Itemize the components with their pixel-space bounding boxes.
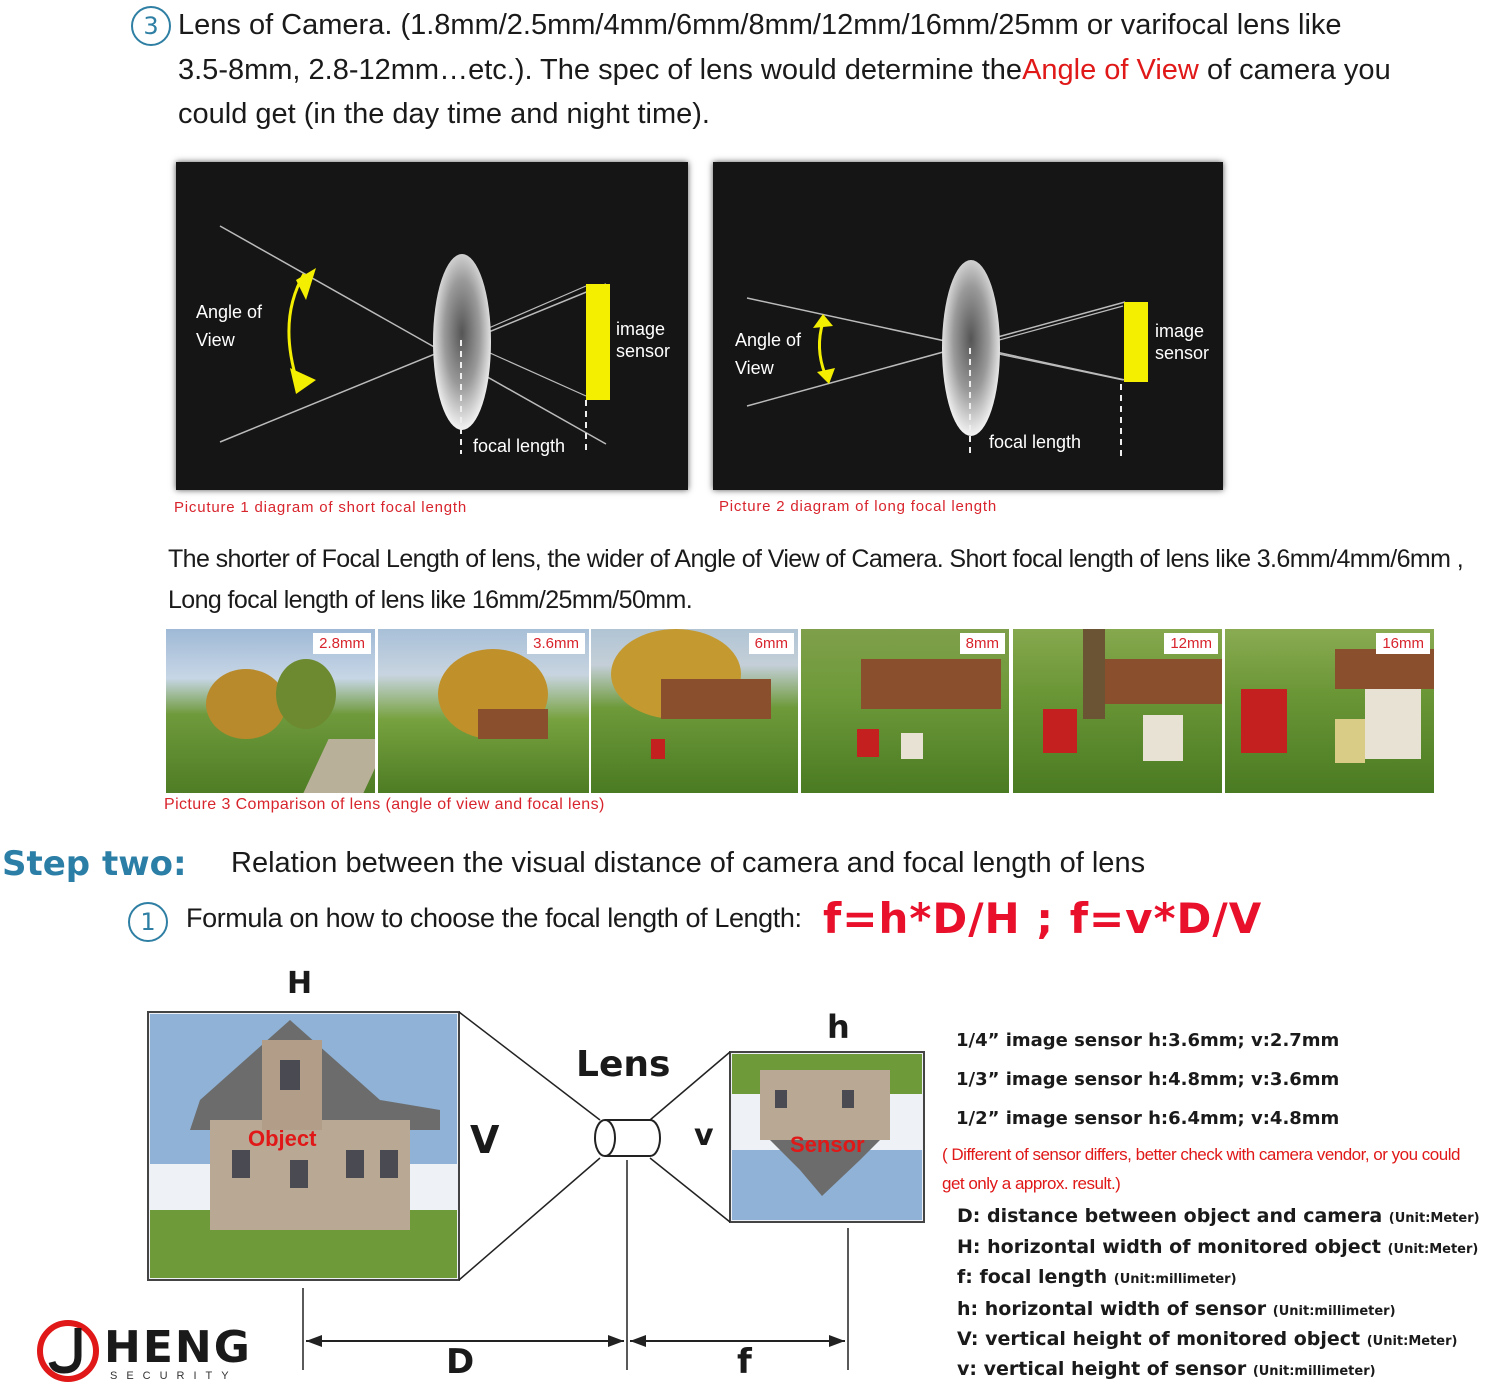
ray-bottom [747,302,1125,406]
legend-unit: (Unit:millimeter) [1252,1364,1376,1379]
legend-item [957,1236,1478,1258]
person-white [1365,689,1421,759]
label-H: H [287,966,313,1001]
legend-unit: (Unit:millimeter) [1272,1304,1396,1319]
fence-shape [478,709,548,739]
d-arrow-left [306,1335,322,1347]
legend-unit: (Unit:Meter) [1388,1211,1480,1226]
label-h: h [827,1008,850,1046]
legend-item [957,1205,1480,1227]
focal-label: 3.6mm [527,633,585,654]
lens-paragraph-line1: Lens of Camera. (1.8mm/2.5mm/4mm/6mm/8mm/12mm/16mm/25mm or varifocal lens like [178,9,1342,41]
photo-6mm [591,629,798,793]
note-line1: ( Different of sensor differs, better check with camera vendor, or you could [942,1145,1460,1164]
angle-of-view-highlight: Angle of View [1022,54,1199,86]
spec-line: 1/2” image sensor h:6.4mm; v:4.8mm [956,1108,1340,1129]
angle-of-view-label [196,298,262,354]
sensor-label-1: image [1155,321,1205,341]
person-red [651,739,665,759]
legend-item [957,1298,1396,1320]
tree-trunk [1083,629,1105,719]
step-two-heading: Step two: [2,844,187,884]
line2-end: of camera you [1206,54,1391,86]
photo-12mm [1013,629,1222,793]
legend-term: h: horizontal width of sensor [957,1298,1267,1320]
image-sensor-rect [586,284,610,400]
focal-label: 8mm [960,633,1005,654]
explanation-line2: Long focal length of lens like 16mm/25mm/50mm. [168,586,693,614]
label-lens: Lens [576,1044,671,1085]
long-focal-diagram [713,162,1223,490]
window [290,1160,308,1188]
legend-term: H: horizontal width of monitored object [957,1236,1381,1258]
lens-paragraph-line2 [178,48,1391,92]
label-f: f [737,1342,752,1382]
label-D: D [446,1342,475,1382]
person-red [1043,709,1077,753]
legend-term: D: distance between object and camera [957,1205,1383,1227]
focal-label: 16mm [1376,633,1430,654]
sensor-label-2: sensor [1155,343,1210,363]
person-red [1241,689,1287,753]
angle-arrow-bottom [290,368,316,394]
photo-16mm [1225,629,1434,793]
proj-line [650,1158,730,1222]
angle-label-2: View [196,330,235,350]
step-number-badge: 3 [131,6,171,46]
formula-text [186,903,802,934]
picture3-caption: Picture 3 Comparison of lens (angle of view and focal lens) [164,796,605,813]
line2-text: 3.5-8mm, 2.8-12mm…etc.). The spec of lens would determine the [178,54,1023,86]
formula-expression: f=h*D/H ; f=v*D/V [823,894,1263,943]
window [280,1060,300,1090]
image-sensor-rect [1124,302,1148,382]
brand-name: HENG [104,1322,252,1373]
proj-line [459,1158,600,1280]
formula-colon: : [794,903,802,933]
brand-sub: SECURITY [110,1370,238,1382]
angle-label-2: View [735,358,774,378]
angle-label-1: Angle of [196,302,263,322]
ray-top [220,226,606,444]
spec-line: 1/3” image sensor h:4.8mm; v:3.6mm [956,1069,1340,1090]
fence-shape [861,659,1001,709]
angle-arc [819,322,825,374]
ray-top [747,298,1125,380]
photo-2.8mm [166,629,375,793]
legend-item [957,1266,1237,1288]
picture2-caption: Picture 2 diagram of long focal length [719,498,998,515]
f-arrow-right [829,1335,845,1347]
angle-arrow-top [296,268,316,300]
legend-unit: (Unit:millimeter) [1113,1272,1237,1287]
child [1335,719,1365,763]
brand-logo-icon [34,1318,104,1384]
note-line2: get only a approx. result.) [942,1174,1121,1193]
lens-paragraph-line3: could get (in the day time and night time). [178,98,710,130]
legend-term: f: focal length [957,1266,1108,1288]
tree-shape [206,669,286,739]
label-v: v [694,1118,714,1153]
fence-shape [1103,659,1222,704]
legend-term: V: vertical height of monitored object [957,1328,1361,1350]
photo-8mm [801,629,1009,793]
sensor-label-1: image [616,319,666,339]
short-focal-diagram [176,162,688,490]
window [346,1150,364,1178]
legend-term: v: vertical height of sensor [957,1358,1247,1380]
focal-label: 6mm [749,633,794,654]
legend-unit: (Unit:Meter) [1366,1334,1458,1349]
legend-unit: (Unit:Meter) [1387,1242,1479,1257]
d-arrow-right [608,1335,624,1347]
person-red [857,729,879,757]
formula-number-badge: 1 [128,902,168,942]
focal-length-label: focal length [989,432,1082,452]
label-sensor: Sensor [790,1132,865,1157]
sensor-window [842,1090,854,1108]
angle-arrow-bottom [817,368,835,384]
person-white [901,733,923,759]
sensor-note [942,1140,1460,1198]
image-sensor-label [616,318,670,362]
legend-item [957,1358,1376,1380]
formula-label: Formula on how to choose the focal length of Length [186,903,795,933]
window [232,1150,250,1178]
image-sensor-label [1155,320,1209,364]
fence-shape [661,679,771,719]
label-object: Object [248,1126,317,1151]
focal-label: 2.8mm [313,633,371,654]
tree-shape-2 [276,659,336,729]
angle-label-1: Angle of [735,330,802,350]
window [380,1150,398,1178]
photo-3.6mm [378,629,589,793]
spec-line: 1/4” image sensor h:3.6mm; v:2.7mm [956,1030,1340,1051]
sensor-window [775,1090,787,1108]
step-two-text: Relation between the visual distance of camera and focal length of lens [231,847,1146,879]
sensor-label-2: sensor [616,341,671,361]
lens-cylinder-front [595,1120,615,1156]
ray-bottom [220,284,606,442]
focal-label: 12mm [1164,633,1218,654]
angle-of-view-label [735,326,801,382]
focal-length-label: focal length [473,436,566,456]
legend-item [957,1328,1457,1350]
label-V: V [470,1118,500,1162]
fence-shape [1335,649,1434,689]
path-shape [303,739,375,793]
picture1-caption: Picuture 1 diagram of short focal length [174,499,467,516]
explanation-line1: The shorter of Focal Length of lens, the wider of Angle of View of Camera. Short focal length of lens like 3.6mm/4mm/6mm , [168,545,1464,573]
person-white [1143,715,1183,761]
f-arrow-left [630,1335,646,1347]
